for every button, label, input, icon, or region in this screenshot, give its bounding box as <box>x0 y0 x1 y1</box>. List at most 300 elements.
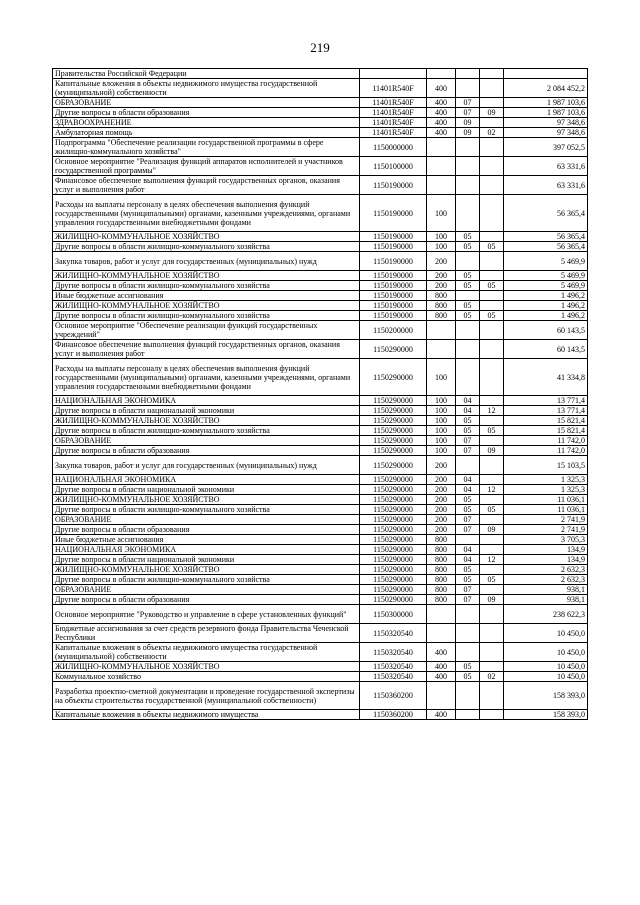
row-subsection-cell <box>480 710 504 720</box>
row-expense-type-cell: 200 <box>427 525 456 535</box>
row-subsection-cell: 05 <box>480 575 504 585</box>
row-section-cell: 05 <box>456 232 480 242</box>
row-amount-cell: 10 450,0 <box>504 624 588 643</box>
row-subsection-cell: 12 <box>480 555 504 565</box>
row-amount-cell: 10 450,0 <box>504 643 588 662</box>
row-section-cell: 04 <box>456 406 480 416</box>
row-amount-cell: 938,1 <box>504 595 588 605</box>
row-code-cell: 11401R540F <box>360 118 427 128</box>
row-name-cell: Расходы на выплаты персоналу в целях обеспечения выполнения функций государственными (муниципальными) органами, казенными учреждениями, органами управления государственными внебюджетными фондами <box>53 359 360 396</box>
row-code-cell: 1150190000 <box>360 195 427 232</box>
table-row <box>53 118 588 128</box>
table-row <box>53 624 588 643</box>
table-row <box>53 138 588 157</box>
row-name-cell: Основное мероприятие "Руководство и управление в сфере установленных функций" <box>53 605 360 624</box>
row-expense-type-cell: 800 <box>427 575 456 585</box>
row-expense-type-cell: 400 <box>427 643 456 662</box>
row-code-cell: 1150290000 <box>360 515 427 525</box>
row-expense-type-cell: 800 <box>427 595 456 605</box>
row-expense-type-cell <box>427 682 456 710</box>
row-section-cell <box>456 138 480 157</box>
row-subsection-cell <box>480 291 504 301</box>
table-row <box>53 605 588 624</box>
row-code-cell: 11401R540F <box>360 98 427 108</box>
row-section-cell: 07 <box>456 585 480 595</box>
row-amount-cell: 11 036,1 <box>504 495 588 505</box>
row-name-cell: ОБРАЗОВАНИЕ <box>53 585 360 595</box>
row-name-cell: Капитальные вложения в объекты недвижимого имущества государственной (муниципальной) собственности <box>53 79 360 98</box>
row-code-cell: 1150190000 <box>360 176 427 195</box>
table-row <box>53 176 588 195</box>
row-section-cell: 07 <box>456 515 480 525</box>
row-subsection-cell <box>480 535 504 545</box>
row-name-cell: Закупка товаров, работ и услуг для государственных (муниципальных) нужд <box>53 252 360 271</box>
row-name-cell: Капитальные вложения в объекты недвижимого имущества государственной (муниципальной) собственности <box>53 643 360 662</box>
row-subsection-cell: 09 <box>480 108 504 118</box>
row-amount-cell: 60 143,5 <box>504 321 588 340</box>
row-expense-type-cell: 200 <box>427 281 456 291</box>
row-code-cell: 1150290000 <box>360 555 427 565</box>
row-expense-type-cell: 800 <box>427 535 456 545</box>
row-section-cell <box>456 643 480 662</box>
row-subsection-cell <box>480 252 504 271</box>
row-section-cell: 07 <box>456 108 480 118</box>
row-code-cell: 1150300000 <box>360 605 427 624</box>
row-expense-type-cell: 200 <box>427 495 456 505</box>
row-name-cell: Другие вопросы в области образования <box>53 108 360 118</box>
table-row <box>53 585 588 595</box>
table-row <box>53 311 588 321</box>
row-expense-type-cell: 200 <box>427 485 456 495</box>
row-subsection-cell: 05 <box>480 281 504 291</box>
row-amount-cell: 1 325,3 <box>504 485 588 495</box>
row-expense-type-cell: 100 <box>427 242 456 252</box>
row-code-cell: 1150190000 <box>360 232 427 242</box>
row-expense-type-cell: 200 <box>427 456 456 475</box>
row-section-cell <box>456 359 480 396</box>
row-name-cell: Другие вопросы в области образования <box>53 525 360 535</box>
table-row <box>53 108 588 118</box>
row-section-cell <box>456 624 480 643</box>
row-code-cell: 11401R540F <box>360 108 427 118</box>
row-expense-type-cell: 100 <box>427 416 456 426</box>
row-expense-type-cell: 200 <box>427 271 456 281</box>
row-name-cell: Закупка товаров, работ и услуг для государственных (муниципальных) нужд <box>53 456 360 475</box>
table-row <box>53 575 588 585</box>
row-name-cell: Амбулаторная помощь <box>53 128 360 138</box>
row-subsection-cell <box>480 138 504 157</box>
row-subsection-cell <box>480 545 504 555</box>
table-row <box>53 643 588 662</box>
row-section-cell: 04 <box>456 555 480 565</box>
row-expense-type-cell: 400 <box>427 710 456 720</box>
row-name-cell: Иные бюджетные ассигнования <box>53 291 360 301</box>
row-section-cell: 04 <box>456 485 480 495</box>
table-row <box>53 232 588 242</box>
row-code-cell: 1150190000 <box>360 252 427 271</box>
row-expense-type-cell: 100 <box>427 426 456 436</box>
row-subsection-cell <box>480 456 504 475</box>
row-section-cell <box>456 157 480 176</box>
row-code-cell: 1150190000 <box>360 271 427 281</box>
row-subsection-cell <box>480 436 504 446</box>
row-expense-type-cell: 400 <box>427 672 456 682</box>
row-name-cell: Другие вопросы в области жилищно-коммунального хозяйства <box>53 242 360 252</box>
row-name-cell: Основное мероприятие "Обеспечение реализации функций государственных учреждений" <box>53 321 360 340</box>
row-amount-cell: 56 365,4 <box>504 195 588 232</box>
row-code-cell: 1150190000 <box>360 281 427 291</box>
row-amount-cell: 1 987 103,6 <box>504 108 588 118</box>
row-code-cell: 1150320540 <box>360 643 427 662</box>
row-section-cell: 05 <box>456 662 480 672</box>
row-section-cell: 05 <box>456 575 480 585</box>
row-expense-type-cell <box>427 340 456 359</box>
row-expense-type-cell: 800 <box>427 311 456 321</box>
table-row <box>53 252 588 271</box>
row-subsection-cell <box>480 682 504 710</box>
row-amount-cell: 2 632,3 <box>504 575 588 585</box>
row-section-cell <box>456 195 480 232</box>
row-subsection-cell: 02 <box>480 672 504 682</box>
row-section-cell <box>456 456 480 475</box>
row-code-cell: 1150290000 <box>360 426 427 436</box>
row-code-cell: 1150290000 <box>360 525 427 535</box>
table-row <box>53 662 588 672</box>
row-code-cell: 1150200000 <box>360 321 427 340</box>
row-name-cell: Основное мероприятие "Реализация функций аппаратов исполнителей и участников государственной программы" <box>53 157 360 176</box>
row-section-cell: 07 <box>456 595 480 605</box>
row-amount-cell: 15 821,4 <box>504 426 588 436</box>
row-section-cell <box>456 605 480 624</box>
row-subsection-cell <box>480 396 504 406</box>
row-amount-cell: 2 741,9 <box>504 515 588 525</box>
row-section-cell: 07 <box>456 446 480 456</box>
table-row <box>53 485 588 495</box>
row-code-cell: 1150290000 <box>360 396 427 406</box>
row-amount-cell: 11 742,0 <box>504 436 588 446</box>
row-subsection-cell: 02 <box>480 128 504 138</box>
row-section-cell: 04 <box>456 475 480 485</box>
row-code-cell: 1150190000 <box>360 291 427 301</box>
row-amount-cell: 97 348,6 <box>504 128 588 138</box>
row-section-cell: 05 <box>456 311 480 321</box>
row-name-cell: Финансовое обеспечение выполнения функций государственных органов, оказания услуг и выполнения работ <box>53 176 360 195</box>
row-expense-type-cell <box>427 157 456 176</box>
row-amount-cell: 397 052,5 <box>504 138 588 157</box>
row-expense-type-cell: 800 <box>427 585 456 595</box>
row-name-cell: ОБРАЗОВАНИЕ <box>53 98 360 108</box>
row-subsection-cell <box>480 118 504 128</box>
row-name-cell: Иные бюджетные ассигнования <box>53 535 360 545</box>
row-name-cell: Капитальные вложения в объекты недвижимого имущества <box>53 710 360 720</box>
row-section-cell: 05 <box>456 301 480 311</box>
row-subsection-cell <box>480 69 504 79</box>
row-expense-type-cell: 100 <box>427 446 456 456</box>
row-amount-cell: 97 348,6 <box>504 118 588 128</box>
row-name-cell: НАЦИОНАЛЬНАЯ ЭКОНОМИКА <box>53 545 360 555</box>
row-amount-cell: 15 103,5 <box>504 456 588 475</box>
row-section-cell: 07 <box>456 98 480 108</box>
row-expense-type-cell: 400 <box>427 662 456 672</box>
row-subsection-cell <box>480 515 504 525</box>
table-row <box>53 321 588 340</box>
row-amount-cell: 938,1 <box>504 585 588 595</box>
row-name-cell: ЖИЛИЩНО-КОММУНАЛЬНОЕ ХОЗЯЙСТВО <box>53 301 360 311</box>
row-section-cell: 04 <box>456 396 480 406</box>
row-subsection-cell <box>480 624 504 643</box>
row-expense-type-cell: 100 <box>427 406 456 416</box>
row-amount-cell: 5 469,9 <box>504 252 588 271</box>
row-name-cell: Другие вопросы в области жилищно-коммунального хозяйства <box>53 575 360 585</box>
row-name-cell: Другие вопросы в области жилищно-коммунального хозяйства <box>53 311 360 321</box>
row-expense-type-cell <box>427 69 456 79</box>
table-row <box>53 535 588 545</box>
row-expense-type-cell: 400 <box>427 118 456 128</box>
row-subsection-cell <box>480 271 504 281</box>
row-code-cell: 1150290000 <box>360 535 427 545</box>
table-row <box>53 128 588 138</box>
row-expense-type-cell <box>427 138 456 157</box>
row-name-cell: ЖИЛИЩНО-КОММУНАЛЬНОЕ ХОЗЯЙСТВО <box>53 232 360 242</box>
row-code-cell: 11401R540F <box>360 79 427 98</box>
row-expense-type-cell: 200 <box>427 515 456 525</box>
table-row <box>53 157 588 176</box>
table-row <box>53 436 588 446</box>
row-code-cell: 1150000000 <box>360 138 427 157</box>
row-code-cell: 1150290000 <box>360 595 427 605</box>
row-name-cell: Другие вопросы в области национальной экономики <box>53 406 360 416</box>
row-code-cell: 1150190000 <box>360 311 427 321</box>
row-amount-cell: 63 331,6 <box>504 157 588 176</box>
row-section-cell: 05 <box>456 426 480 436</box>
table-row <box>53 69 588 79</box>
row-amount-cell: 2 084 452,2 <box>504 79 588 98</box>
table-row <box>53 595 588 605</box>
row-expense-type-cell: 800 <box>427 555 456 565</box>
row-expense-type-cell: 200 <box>427 252 456 271</box>
row-subsection-cell: 05 <box>480 426 504 436</box>
row-amount-cell: 2 632,3 <box>504 565 588 575</box>
budget-table <box>52 68 588 720</box>
page-number: 219 <box>310 40 330 55</box>
row-code-cell: 1150290000 <box>360 575 427 585</box>
row-code-cell: 1150290000 <box>360 416 427 426</box>
row-name-cell: ЖИЛИЩНО-КОММУНАЛЬНОЕ ХОЗЯЙСТВО <box>53 416 360 426</box>
row-subsection-cell <box>480 416 504 426</box>
row-subsection-cell <box>480 495 504 505</box>
row-section-cell <box>456 69 480 79</box>
row-amount-cell: 1 496,2 <box>504 301 588 311</box>
table-row <box>53 396 588 406</box>
table-row <box>53 456 588 475</box>
row-section-cell <box>456 682 480 710</box>
row-name-cell: Коммунальное хозяйство <box>53 672 360 682</box>
table-row <box>53 555 588 565</box>
table-row <box>53 682 588 710</box>
row-expense-type-cell: 100 <box>427 232 456 242</box>
row-name-cell: НАЦИОНАЛЬНАЯ ЭКОНОМИКА <box>53 396 360 406</box>
row-code-cell: 1150290000 <box>360 565 427 575</box>
row-amount-cell: 13 771,4 <box>504 396 588 406</box>
table-row <box>53 426 588 436</box>
table-row <box>53 340 588 359</box>
table-row <box>53 406 588 416</box>
table-row <box>53 475 588 485</box>
table-row <box>53 301 588 311</box>
row-expense-type-cell <box>427 321 456 340</box>
row-section-cell <box>456 340 480 359</box>
row-code-cell: 1150290000 <box>360 436 427 446</box>
row-section-cell: 07 <box>456 436 480 446</box>
table-row <box>53 710 588 720</box>
row-section-cell <box>456 291 480 301</box>
row-code-cell: 1150290000 <box>360 585 427 595</box>
row-subsection-cell: 09 <box>480 595 504 605</box>
row-subsection-cell <box>480 585 504 595</box>
row-code-cell: 1150320540 <box>360 662 427 672</box>
row-code-cell: 1150190000 <box>360 301 427 311</box>
row-amount-cell: 158 393,0 <box>504 710 588 720</box>
table-row <box>53 446 588 456</box>
table-row <box>53 515 588 525</box>
row-subsection-cell: 05 <box>480 242 504 252</box>
row-expense-type-cell: 100 <box>427 436 456 446</box>
row-name-cell: Правительства Российской Федерации <box>53 69 360 79</box>
row-name-cell: Другие вопросы в области жилищно-коммунального хозяйства <box>53 281 360 291</box>
row-expense-type-cell: 400 <box>427 108 456 118</box>
row-section-cell: 09 <box>456 118 480 128</box>
row-subsection-cell <box>480 98 504 108</box>
row-section-cell: 09 <box>456 128 480 138</box>
row-amount-cell: 5 469,9 <box>504 271 588 281</box>
row-name-cell: ЗДРАВООХРАНЕНИЕ <box>53 118 360 128</box>
row-name-cell: Другие вопросы в области жилищно-коммунального хозяйства <box>53 426 360 436</box>
row-subsection-cell <box>480 662 504 672</box>
row-subsection-cell <box>480 605 504 624</box>
row-code-cell: 1150290000 <box>360 505 427 515</box>
row-subsection-cell <box>480 301 504 311</box>
row-code-cell: 1150290000 <box>360 456 427 475</box>
row-section-cell: 05 <box>456 281 480 291</box>
row-name-cell: ОБРАЗОВАНИЕ <box>53 515 360 525</box>
row-section-cell <box>456 535 480 545</box>
row-code-cell: 1150290000 <box>360 446 427 456</box>
table-row <box>53 525 588 535</box>
budget-table-body <box>53 69 588 720</box>
row-code-cell: 1150290000 <box>360 359 427 396</box>
row-subsection-cell <box>480 340 504 359</box>
table-row <box>53 565 588 575</box>
row-subsection-cell <box>480 176 504 195</box>
row-subsection-cell <box>480 321 504 340</box>
row-amount-cell: 238 622,3 <box>504 605 588 624</box>
row-name-cell: ОБРАЗОВАНИЕ <box>53 436 360 446</box>
row-subsection-cell <box>480 643 504 662</box>
row-section-cell: 07 <box>456 525 480 535</box>
row-expense-type-cell: 100 <box>427 359 456 396</box>
row-name-cell: ЖИЛИЩНО-КОММУНАЛЬНОЕ ХОЗЯЙСТВО <box>53 662 360 672</box>
row-section-cell <box>456 79 480 98</box>
row-name-cell: Бюджетные ассигнования за счет средств резервного фонда Правительства Чеченской Республики <box>53 624 360 643</box>
row-subsection-cell <box>480 195 504 232</box>
row-name-cell: Подпрограмма "Обеспечение реализации государственной программы в сфере жилищно-коммунального хозяйства" <box>53 138 360 157</box>
row-name-cell: ЖИЛИЩНО-КОММУНАЛЬНОЕ ХОЗЯЙСТВО <box>53 271 360 281</box>
row-amount-cell: 158 393,0 <box>504 682 588 710</box>
row-subsection-cell: 05 <box>480 505 504 515</box>
row-section-cell: 05 <box>456 505 480 515</box>
row-section-cell <box>456 176 480 195</box>
row-subsection-cell: 12 <box>480 485 504 495</box>
row-section-cell <box>456 252 480 271</box>
row-amount-cell: 1 987 103,6 <box>504 98 588 108</box>
row-code-cell: 1150320540 <box>360 672 427 682</box>
table-row <box>53 495 588 505</box>
row-subsection-cell: 09 <box>480 525 504 535</box>
row-expense-type-cell: 100 <box>427 195 456 232</box>
row-code-cell: 1150360200 <box>360 682 427 710</box>
row-subsection-cell: 09 <box>480 446 504 456</box>
table-row <box>53 242 588 252</box>
row-name-cell: Другие вопросы в области национальной экономики <box>53 555 360 565</box>
row-name-cell: Другие вопросы в области национальной экономики <box>53 485 360 495</box>
row-code-cell: 1150290000 <box>360 340 427 359</box>
row-section-cell: 05 <box>456 242 480 252</box>
row-amount-cell: 56 365,4 <box>504 242 588 252</box>
row-subsection-cell <box>480 79 504 98</box>
row-code-cell: 1150360200 <box>360 710 427 720</box>
row-expense-type-cell: 400 <box>427 98 456 108</box>
row-section-cell: 05 <box>456 271 480 281</box>
row-amount-cell: 13 771,4 <box>504 406 588 416</box>
row-section-cell: 05 <box>456 495 480 505</box>
row-expense-type-cell <box>427 176 456 195</box>
row-section-cell: 05 <box>456 565 480 575</box>
row-code-cell: 11401R540F <box>360 128 427 138</box>
row-code-cell: 1150100000 <box>360 157 427 176</box>
row-section-cell: 05 <box>456 672 480 682</box>
row-amount-cell: 5 469,9 <box>504 281 588 291</box>
row-code-cell: 1150190000 <box>360 242 427 252</box>
row-name-cell: ЖИЛИЩНО-КОММУНАЛЬНОЕ ХОЗЯЙСТВО <box>53 495 360 505</box>
row-section-cell: 04 <box>456 545 480 555</box>
row-expense-type-cell: 200 <box>427 475 456 485</box>
row-expense-type-cell: 800 <box>427 301 456 311</box>
table-row <box>53 545 588 555</box>
table-row <box>53 271 588 281</box>
row-amount-cell: 1 325,3 <box>504 475 588 485</box>
row-amount-cell <box>504 69 588 79</box>
row-code-cell: 1150290000 <box>360 545 427 555</box>
table-row <box>53 359 588 396</box>
row-name-cell: Другие вопросы в области образования <box>53 595 360 605</box>
row-code-cell: 1150290000 <box>360 406 427 416</box>
row-name-cell: Финансовое обеспечение выполнения функций государственных органов, оказания услуг и выполнения работ <box>53 340 360 359</box>
row-name-cell: Другие вопросы в области жилищно-коммунального хозяйства <box>53 505 360 515</box>
row-amount-cell: 10 450,0 <box>504 672 588 682</box>
row-expense-type-cell: 400 <box>427 79 456 98</box>
row-name-cell: Расходы на выплаты персоналу в целях обеспечения выполнения функций государственными (муниципальными) органами, казенными учреждениями, органами управления государственными внебюджетными фондами <box>53 195 360 232</box>
table-row <box>53 79 588 98</box>
table-row <box>53 291 588 301</box>
row-amount-cell: 41 334,8 <box>504 359 588 396</box>
row-name-cell: ЖИЛИЩНО-КОММУНАЛЬНОЕ ХОЗЯЙСТВО <box>53 565 360 575</box>
table-row <box>53 195 588 232</box>
row-code-cell: 1150290000 <box>360 495 427 505</box>
table-row <box>53 505 588 515</box>
row-subsection-cell <box>480 157 504 176</box>
row-amount-cell: 2 741,9 <box>504 525 588 535</box>
row-section-cell <box>456 710 480 720</box>
